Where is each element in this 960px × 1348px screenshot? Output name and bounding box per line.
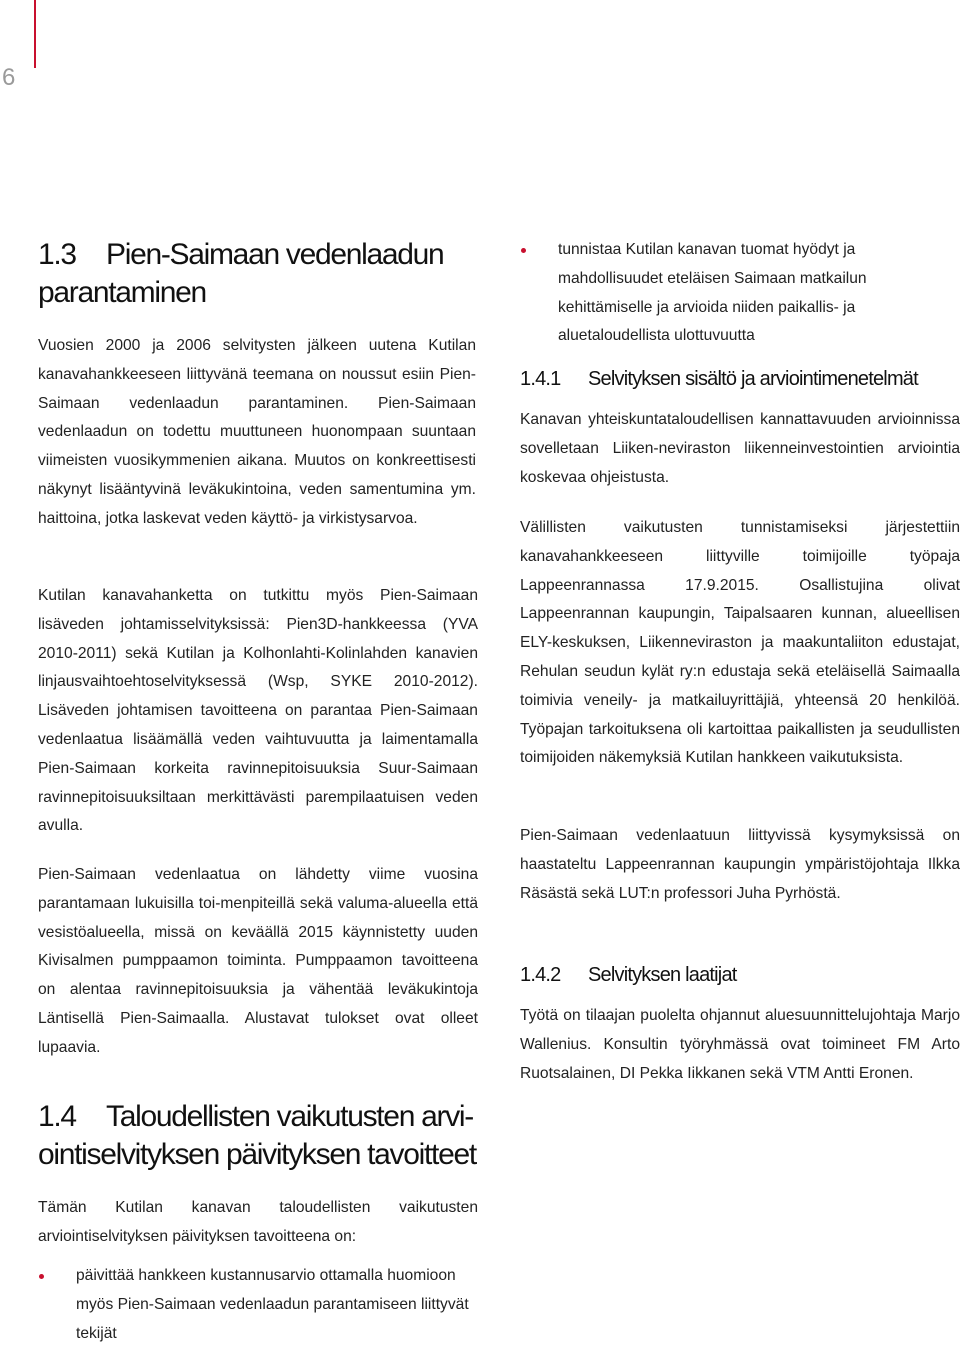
- paragraph: Vuosien 2000 ja 2006 selvitysten jälkeen uutena Kutilan kanavahankkeeseen liittyvänä teemana on noussut esiin Pien-Saimaan vedenlaadun parantaminen. Pien-Saimaan vedenlaadun on todettu muuttuneen huonompaan suuntaan viimeisten vuosikymmenien aikana. Muutos on konkreettisesti näkynyt lisääntyvinä leväkukintoina, veden samentumina ym. haittoina, jotka laskevat veden käyttö- ja virkistysarvoa.: [38, 337, 476, 527]
- paragraph: Välillisten vaikutusten tunnistamiseksi järjestettiin kanavahankkeeseen liittyville toimijoille työpaja Lappeenrannassa 17.9.2015. Osallistujina olivat Lappeenrannan kaupungin, Taipalsaaren kunnan, alueellisen ELY-keskuksen, Liikenneviraston ja maakuntaliiton edustajat, Rehulan seudun kylät ry:n edustaja sekä eteläisellä Saimaalla toimivia veneily- ja matkailuyrittäjiä, yhteensä 20 henkilöä. Työpajan tarkoituksena oli kartoittaa paikallisten ja seudullisten toimijoiden näkemyksiä Kutilan hankkeen vaikutuksista.: [520, 519, 960, 767]
- bullet-icon: [521, 248, 526, 253]
- subsection-title: Selvityksen laatijat: [588, 964, 737, 986]
- section-number: 1.4: [38, 1100, 76, 1133]
- section-title-line2: ointiselvityksen päivityksen tavoitteet: [38, 1138, 476, 1171]
- list-item: [520, 236, 960, 351]
- section-title-line1: Taloudellisten vaikutusten arvi-: [106, 1100, 473, 1133]
- paragraph: Tämän Kutilan kanavan taloudellisten vaikutusten arviointiselvityksen päivityksen tavoitteena on:: [38, 1199, 478, 1245]
- section-title-line1: Pien-Saimaan vedenlaadun: [106, 238, 444, 271]
- bullet-list: [520, 236, 960, 351]
- paragraph: Työtä on tilaajan puolelta ohjannut aluesuunnittelujohtaja Marjo Wallenius. Konsultin työryhmässä ovat toimineet FM Arto Ruotsalainen, DI Pekka Iikkanen sekä VTM Antti Eronen.: [520, 1007, 960, 1082]
- list-item-text: päivittää hankkeen kustannusarvio ottamalla huomioon myös Pien-Saimaan vedenlaadun parantamiseen liittyvät tekijät: [76, 1267, 469, 1342]
- section-title-line2: parantaminen: [38, 276, 206, 309]
- section-heading-1-3: [38, 236, 498, 312]
- list-item-text: tunnistaa Kutilan kanavan tuomat hyödyt ja mahdollisuudet eteläisen Saimaan matkailun kehittämiselle ja arvioida niiden paikallis- ja aluetaloudellista ulottuvuutta: [558, 241, 867, 345]
- subsection-title: Selvityksen sisältö ja arviointimenetelmät: [588, 368, 918, 390]
- subsection-heading-1-4-1: [520, 366, 918, 392]
- paragraph: Kutilan kanavahanketta on tutkittu myös Pien-Saimaan lisäveden johtamisselvityksissä: Pien3D-hankkeessa (YVA 2010-2011) sekä Kutilan ja Kolhonlahti-Kolinlahden kanavien linjausvaihtoehtoselvityksessä (Wsp, SYKE 2010-2012). Lisäveden johtamisen tavoitteena on parantaa Pien-Saimaan vedenlaatua lisäämällä veden vaihtuvuutta ja laimentamalla Pien-Saimaan korkeita ravinnepitoisuuksia Suur-Saimaan ravinnepitoisuuksiltaan merkittävästi parempilaatuisen veden avulla.: [38, 587, 478, 835]
- subsection-heading-1-4-2: [520, 962, 737, 988]
- bullet-icon: [39, 1274, 44, 1279]
- header-accent-line: [34, 0, 36, 68]
- paragraph: Pien-Saimaan vedenlaatua on lähdetty viime vuosina parantamaan lukuisilla toi-menpiteillä sekä valuma-alueella että vesistöalueella, missä on keväällä 2015 käynnistetty uuden Kivisalmen pumppaamon toiminta. Pumppaamon tavoitteena on alentaa ravinnepitoisuuksia ja vähentää leväkukintoja Läntisellä Pien-Saimaalla. Alustavat tulokset ovat olleet lupaavia.: [38, 866, 478, 1056]
- section-number: 1.3: [38, 238, 76, 271]
- paragraph: Pien-Saimaan vedenlaatuun liittyvissä kysymyksissä on haastateltu Lappeenrannan kaupungin ympäristöjohtaja Ilkka Räsästä sekä LUT:n professori Juha Pyrhöstä.: [520, 827, 960, 902]
- bullet-list: [38, 1262, 478, 1348]
- section-heading-1-4: [38, 1098, 498, 1174]
- paragraph: Kanavan yhteiskuntataloudellisen kannattavuuden arvioinnissa sovelletaan Liiken-neviraston liikenneinvestointien arviointia koskevaa ohjeistusta.: [520, 411, 960, 486]
- subsection-number: 1.4.1: [520, 368, 561, 390]
- subsection-number: 1.4.2: [520, 964, 561, 986]
- page-number: 6: [2, 64, 16, 91]
- list-item: [38, 1262, 478, 1348]
